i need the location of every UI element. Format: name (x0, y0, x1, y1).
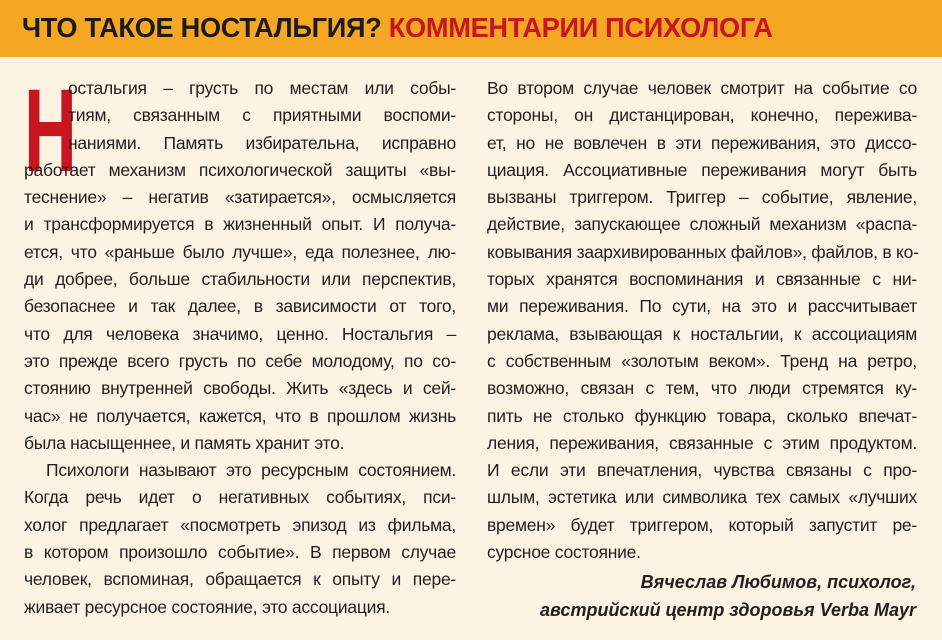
header-banner (0, 0, 942, 57)
text-line: ления, переживания, связанные с этим продуктом. (487, 432, 917, 453)
text-line: живает ресурсное состояние, это ассоциация. (24, 596, 390, 617)
text-line: с собственным «золотым веком». Тренд на ретро, (487, 350, 917, 371)
text-line: человек, вспоминая, обращается к опыту и пере- (24, 569, 456, 590)
article-column-left (24, 65, 456, 621)
text-line: циация. Ассоциативные переживания могут быть (487, 159, 917, 180)
text-line: наниями. Память избирательна, исправно (68, 132, 456, 153)
title-subtitle: КОММЕНТАРИИ ПСИХОЛОГА (388, 12, 773, 43)
text-line: ди добрее, больше стабильности или перспектив, (24, 269, 456, 290)
page-title (22, 8, 773, 48)
text-line: Психологи называют это ресурсным состоянием. (46, 460, 456, 481)
text-line: торых хранятся воспоминания и связанные с ни- (487, 269, 917, 290)
text-line: шлым, эстетика или символика тех самых «лучших (487, 487, 917, 508)
author-name: Вячеслав Любимов, психолог, (640, 572, 916, 592)
author-affiliation: австрийский центр здоровья Verba Mayr (540, 599, 916, 620)
text-line: реклама, взывающая к ностальгии, к ассоциациям (487, 323, 917, 344)
text-line: что для человека значимо, ценно. Ностальгия – (24, 323, 456, 344)
text-line: ет, но не вовлечен в эти переживания, это диссо- (487, 132, 917, 153)
text-line: ковывания заархивированных файлов», файлов, в ко- (487, 241, 919, 262)
text-line: Во втором случае человек смотрит на событие со (487, 78, 917, 98)
text-line: Когда речь идет о негативных событиях, пси- (24, 487, 456, 508)
text-line: вызваны триггером. Триггер – событие, явление, (487, 187, 917, 208)
text-line: стороны, он дистанцирован, конечно, пережива- (487, 105, 917, 126)
text-line: сурсное состояние. (487, 542, 641, 563)
text-line: действие, запускающее сложный механизм «распа- (487, 214, 917, 235)
text-line: пить не столько функцию товара, сколько впечат- (487, 405, 917, 426)
text-line: час» не получается, кажется, что в прошлом жизнь (24, 405, 456, 426)
text-line: тиям, связанным с приятными воспоми- (68, 105, 456, 126)
text-line: и трансформируется в жизненный опыт. И получа- (24, 214, 456, 235)
author-signature (540, 569, 916, 624)
text-line: остальгия – грусть по местам или собы- (68, 78, 456, 98)
text-line: ется, что «раньше было лучше», еда полезнее, лю- (24, 241, 456, 262)
text-line: это прежде всего грусть по себе молодому, по со- (24, 350, 456, 371)
text-line: И если эти впечатления, чувства связаны с про- (487, 460, 917, 481)
text-line: стоянию внутренней свободы. Жить «здесь и сей- (24, 378, 456, 399)
text-line: ми переживания. По сути, на это и рассчитывает (487, 296, 917, 317)
text-line: возможно, связан с тем, что люди стремятся ку- (487, 378, 917, 399)
text-line: работает механизм психологической защиты «вы- (24, 159, 456, 180)
text-line: безопаснее и так далее, в зависимости от того, (24, 296, 456, 317)
title-question: ЧТО ТАКОЕ НОСТАЛЬГИЯ? (22, 12, 382, 43)
text-line: холог предлагает «посмотреть эпизод из фильма, (24, 514, 456, 535)
article-column-right (487, 75, 917, 566)
text-line: была насыщеннее, и память хранит это. (24, 432, 345, 453)
drop-cap-letter: Н (24, 65, 77, 197)
text-line: в котором произошло событие». В первом случае (24, 542, 456, 563)
text-line: времен» будет триггером, который запустит ре- (487, 514, 917, 535)
text-line: теснение» – негатив «затирается», осмысляется (24, 187, 456, 208)
